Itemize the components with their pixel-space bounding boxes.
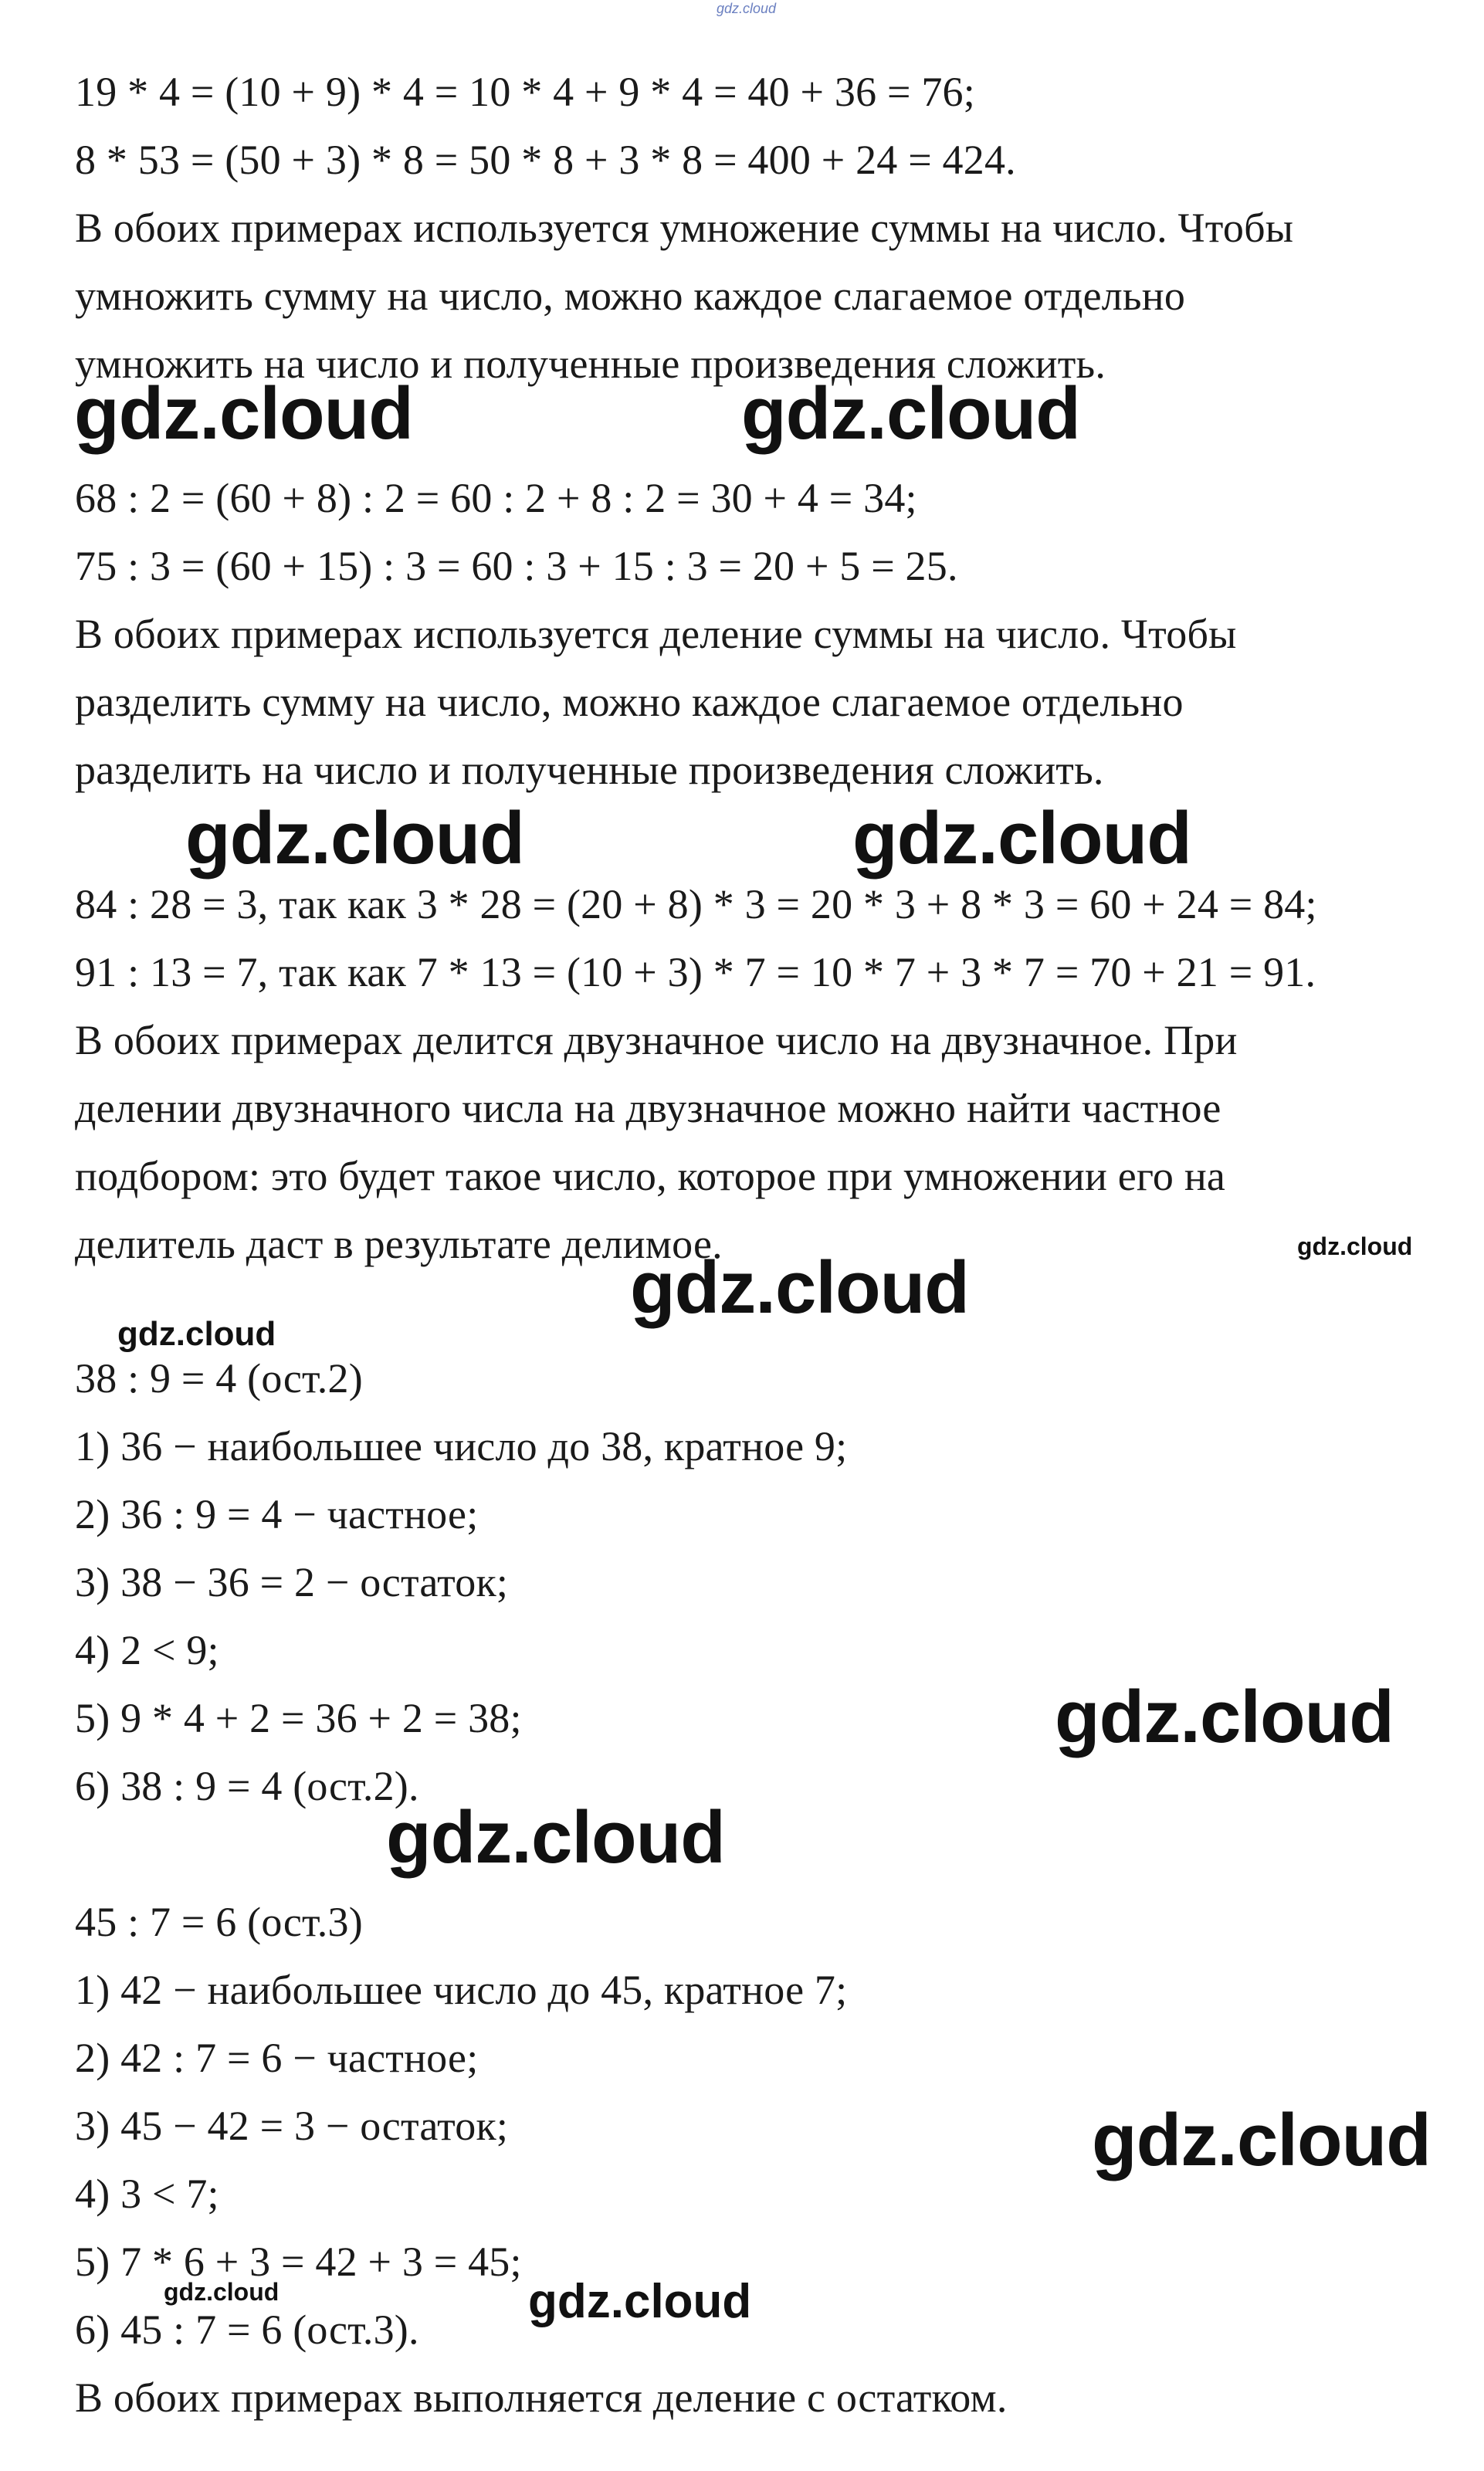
- text-line: 4) 3 < 7;: [75, 2171, 219, 2217]
- watermark: gdz.cloud: [74, 372, 413, 455]
- text-line: 1) 36 − наибольшее число до 38, кратное 9;: [75, 1423, 848, 1469]
- text-line: 19 * 4 = (10 + 9) * 4 = 10 * 4 + 9 * 4 = 40 + 36 = 76;: [75, 69, 975, 115]
- watermark: gdz.cloud: [164, 2278, 280, 2306]
- text-line: 2) 36 : 9 = 4 − частное;: [75, 1491, 479, 1537]
- text-line: 2) 42 : 7 = 6 − частное;: [75, 2035, 479, 2081]
- text-line: 45 : 7 = 6 (ост.3): [75, 1899, 363, 1945]
- text-line: 5) 7 * 6 + 3 = 42 + 3 = 45;: [75, 2239, 522, 2285]
- text-line: 6) 38 : 9 = 4 (ост.2).: [75, 1763, 419, 1809]
- watermark: gdz.cloud: [741, 372, 1080, 455]
- text-line: В обоих примерах выполняется деление с остатком.: [75, 2374, 1008, 2421]
- watermark: gdz.cloud: [852, 797, 1191, 880]
- text-line: подбором: это будет такое число, которое при умножении его на: [75, 1153, 1226, 1199]
- watermark: gdz.cloud: [528, 2275, 752, 2328]
- text-line: 75 : 3 = (60 + 15) : 3 = 60 : 3 + 15 : 3 = 20 + 5 = 25.: [75, 543, 958, 589]
- watermark: gdz.cloud: [1055, 1676, 1394, 1758]
- text-line: 4) 2 < 9;: [75, 1627, 219, 1673]
- watermark: gdz.cloud: [117, 1315, 276, 1353]
- watermark: gdz.cloud: [386, 1796, 725, 1879]
- text-line: 91 : 13 = 7, так как 7 * 13 = (10 + 3) * 7 = 10 * 7 + 3 * 7 = 70 + 21 = 91.: [75, 949, 1316, 995]
- watermark: gdz.cloud: [1297, 1232, 1413, 1260]
- text-line: 6) 45 : 7 = 6 (ост.3).: [75, 2307, 419, 2353]
- text-line: 3) 38 − 36 = 2 − остаток;: [75, 1559, 509, 1605]
- text-line: 5) 9 * 4 + 2 = 36 + 2 = 38;: [75, 1695, 522, 1741]
- text-line: В обоих примерах делится двузначное число на двузначное. При: [75, 1017, 1238, 1063]
- text-line: 8 * 53 = (50 + 3) * 8 = 50 * 8 + 3 * 8 = 400 + 24 = 424.: [75, 137, 1016, 183]
- text-line: В обоих примерах используется умножение суммы на число. Чтобы: [75, 205, 1294, 251]
- watermark-top: gdz.cloud: [717, 1, 777, 16]
- text-line: 84 : 28 = 3, так как 3 * 28 = (20 + 8) * 3 = 20 * 3 + 8 * 3 = 60 + 24 = 84;: [75, 881, 1317, 927]
- text-line: 1) 42 − наибольшее число до 45, кратное 7;: [75, 1967, 848, 2013]
- text-line: умножить на число и полученные произведения сложить.: [75, 341, 1106, 387]
- text-line: делитель даст в результате делимое.: [75, 1221, 723, 1267]
- watermark: gdz.cloud: [630, 1246, 969, 1329]
- text-line: разделить сумму на число, можно каждое слагаемое отдельно: [75, 679, 1184, 725]
- watermark: gdz.cloud: [1092, 2099, 1431, 2181]
- text-line: умножить сумму на число, можно каждое слагаемое отдельно: [75, 273, 1186, 319]
- text-line: 38 : 9 = 4 (ост.2): [75, 1355, 363, 1402]
- text-line: В обоих примерах используется деление суммы на число. Чтобы: [75, 611, 1237, 657]
- text-line: разделить на число и полученные произведения сложить.: [75, 747, 1104, 793]
- text-line: делении двузначного числа на двузначное можно найти частное: [75, 1085, 1221, 1131]
- watermark: gdz.cloud: [185, 797, 524, 880]
- text-line: 3) 45 − 42 = 3 − остаток;: [75, 2103, 509, 2149]
- text-line: 68 : 2 = (60 + 8) : 2 = 60 : 2 + 8 : 2 = 30 + 4 = 34;: [75, 475, 917, 521]
